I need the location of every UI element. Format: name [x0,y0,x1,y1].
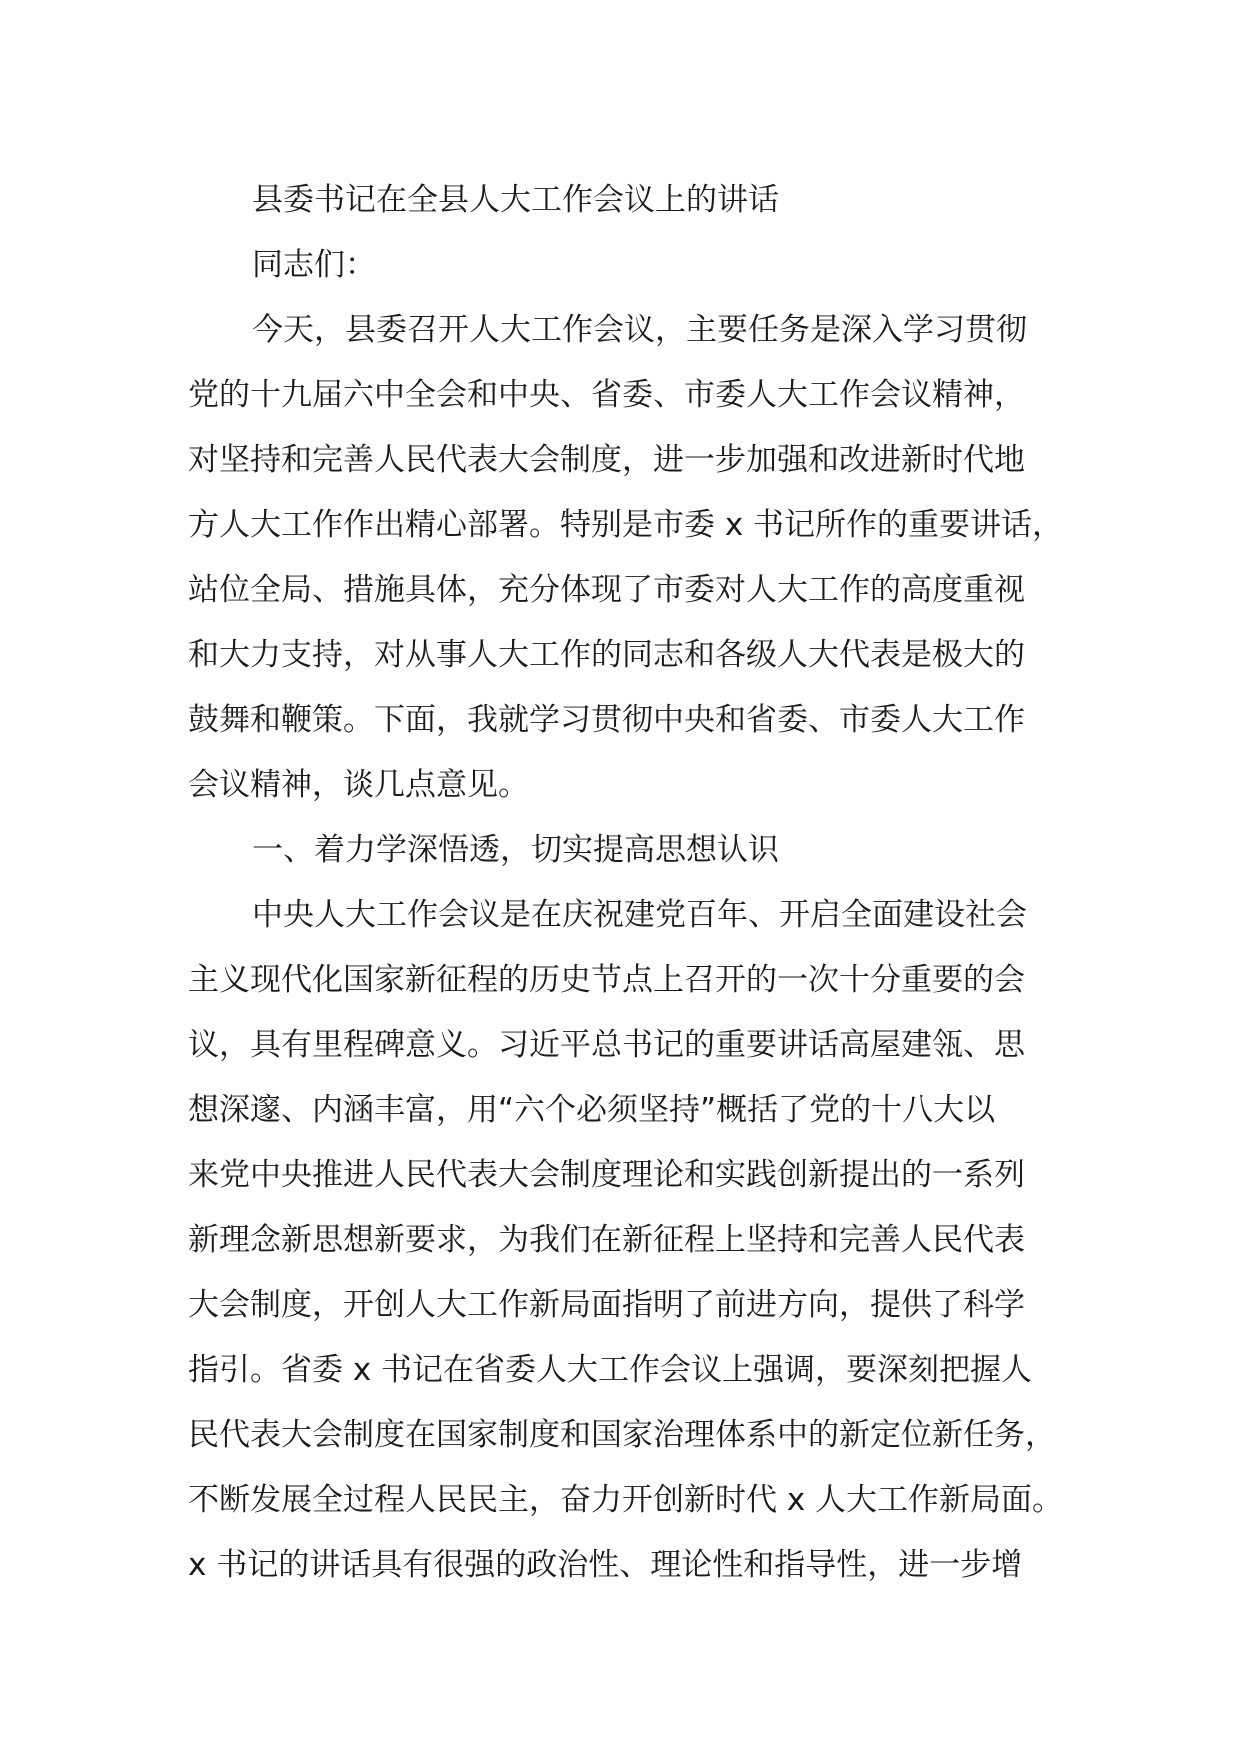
paragraph-1 [188,298,1088,818]
paragraph-line: 不断发展全过程人民民主，奋力开创新时代 x 人大工作新局面。 [188,1482,1064,1518]
paragraph-line: 今天，县委召开人大工作会议，主要任务是深入学习贯彻 [252,312,1027,348]
paragraph-2 [188,883,1088,1598]
paragraph-line: 和大力支持，对从事人大工作的同志和各级人大代表是极大的 [188,637,1025,673]
paragraph-line: 来党中央推进人民代表大会制度理论和实践创新提出的一系列 [188,1157,1025,1193]
paragraph-line: 会议精神，谈几点意见。 [188,767,529,803]
paragraph-line: 新理念新思想新要求，为我们在新征程上坚持和完善人民代表 [188,1222,1025,1258]
paragraph-line: 大会制度，开创人大工作新局面指明了前进方向，提供了科学 [188,1287,1025,1323]
paragraph-line: 中央人大工作会议是在庆祝建党百年、开启全面建设社会 [252,897,1027,933]
paragraph-line: 想深邃、内涵丰富，用“六个必须坚持”概括了党的十八大以 [188,1092,996,1128]
paragraph-line: x 书记的讲话具有很强的政治性、理论性和指导性，进一步增 [188,1547,1023,1583]
paragraph-line: 鼓舞和鞭策。下面，我就学习贯彻中央和省委、市委人大工作 [188,702,1025,738]
paragraph-line: 民代表大会制度在国家制度和国家治理体系中的新定位新任务， [188,1417,1056,1453]
salutation: 同志们： [252,247,376,283]
paragraph-line: 对坚持和完善人民代表大会制度，进一步加强和改进新时代地 [188,442,1025,478]
paragraph-line: 指引。省委 x 书记在省委人大工作会议上强调，要深刻把握人 [188,1352,1033,1388]
paragraph-line: 主义现代化国家新征程的历史节点上召开的一次十分重要的会 [188,962,1025,998]
paragraph-line: 方人大工作作出精心部署。特别是市委 x 书记所作的重要讲话， [188,507,1064,543]
paragraph-line: 党的十九届六中全会和中央、省委、市委人大工作会议精神， [188,377,1025,413]
paragraph-line: 议，具有里程碑意义。习近平总书记的重要讲话高屋建瓴、思 [188,1027,1025,1063]
paragraph-line: 站位全局、措施具体，充分体现了市委对人大工作的高度重视 [188,572,1025,608]
section-heading-1 [188,818,1088,883]
document-body [188,168,1088,1598]
section-heading-text: 一、着力学深悟透，切实提高思想认识 [252,832,779,868]
document-title: 县委书记在全县人大工作会议上的讲话 [252,182,779,218]
